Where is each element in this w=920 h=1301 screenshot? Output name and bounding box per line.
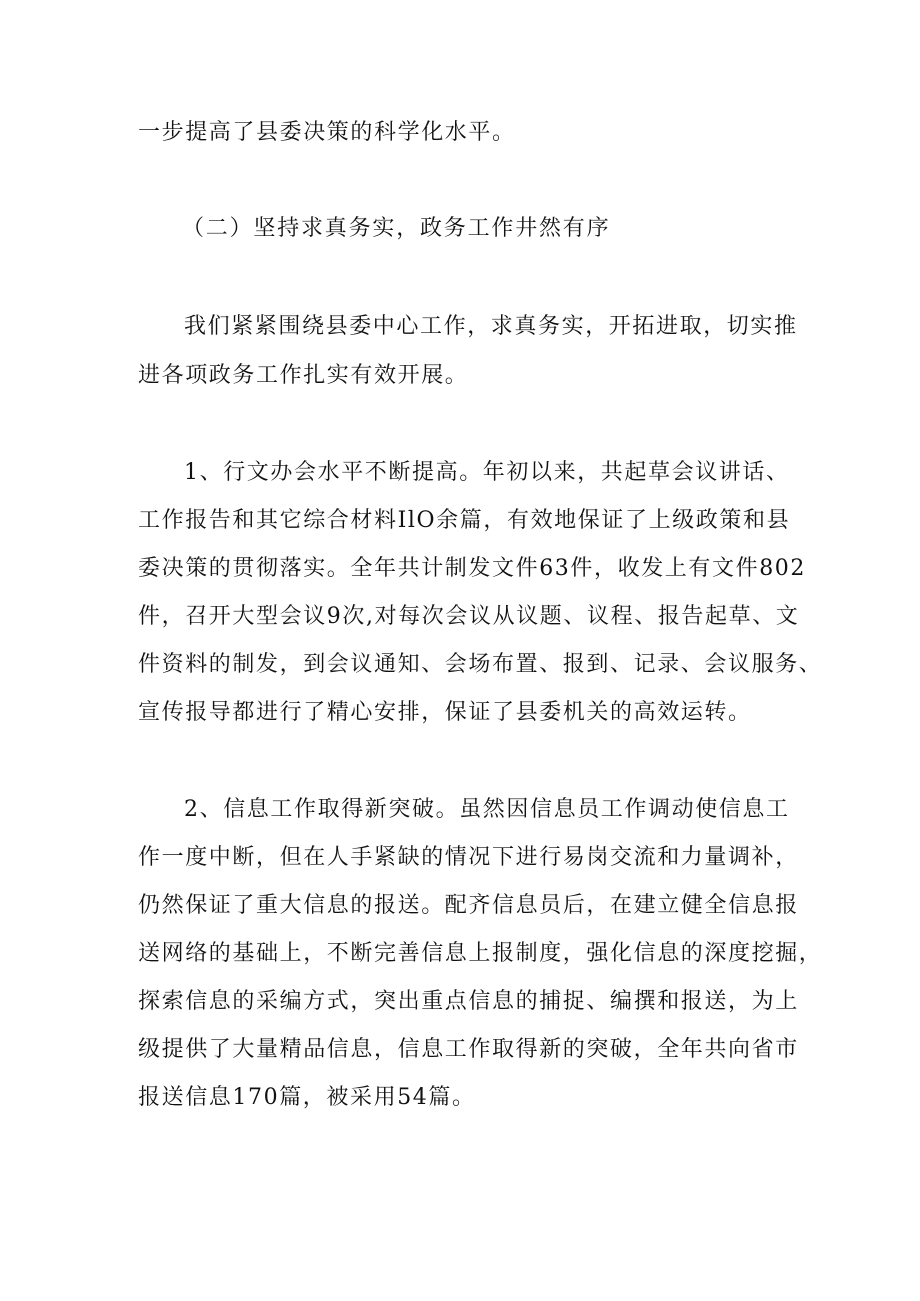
paragraph-line: 件资料的制发，到会议通知、会场布置、报到、记录、会议服务、 bbox=[138, 652, 823, 677]
paragraph-line: 进各项政务工作扎实有效开展。 bbox=[138, 363, 469, 388]
paragraph-line: 一步提高了县委决策的科学化水平。 bbox=[138, 120, 516, 145]
section-heading: （二）坚持求真务实，政务工作井然有序 bbox=[182, 216, 611, 241]
paragraph-line: 件，召开大型会议9次,对每次会议从议题、议程、报告起草、文 bbox=[138, 604, 800, 629]
paragraph-line: 探索信息的采编方式，突出重点信息的捕捉、编撰和报送，为上 bbox=[138, 989, 799, 1014]
paragraph-line: 1、行文办会水平不断提高。年初以来，共起草会议讲话、 bbox=[184, 460, 790, 485]
paragraph-line: 送网络的基础上，不断完善信息上报制度，强化信息的深度挖掘， bbox=[138, 941, 823, 966]
paragraph-line: 2、信息工作取得新突破。虽然因信息员工作调动使信息工 bbox=[184, 797, 790, 822]
paragraph-line: 级提供了大量精品信息，信息工作取得新的突破，全年共向省市 bbox=[138, 1037, 799, 1062]
paragraph-line: 仍然保证了重大信息的报送。配齐信息员后，在建立健全信息报 bbox=[138, 893, 799, 918]
paragraph-line: 宣传报导都进行了精心安排，保证了县委机关的高效运转。 bbox=[138, 700, 752, 725]
paragraph-line: 我们紧紧围绕县委中心工作，求真务实，开拓进取，切实推 bbox=[184, 314, 798, 339]
paragraph-line: 报送信息170篇，被采用54篇。 bbox=[138, 1085, 476, 1110]
paragraph-line: 工作报告和其它综合材料IlO余篇，有效地保证了上级政策和县 bbox=[138, 508, 791, 533]
paragraph-line: 委决策的贯彻落实。全年共计制发文件63件，收发上有文件802 bbox=[138, 556, 806, 581]
paragraph-line: 作一度中断，但在人手紧缺的情况下进行易岗交流和力量调补， bbox=[138, 845, 799, 870]
